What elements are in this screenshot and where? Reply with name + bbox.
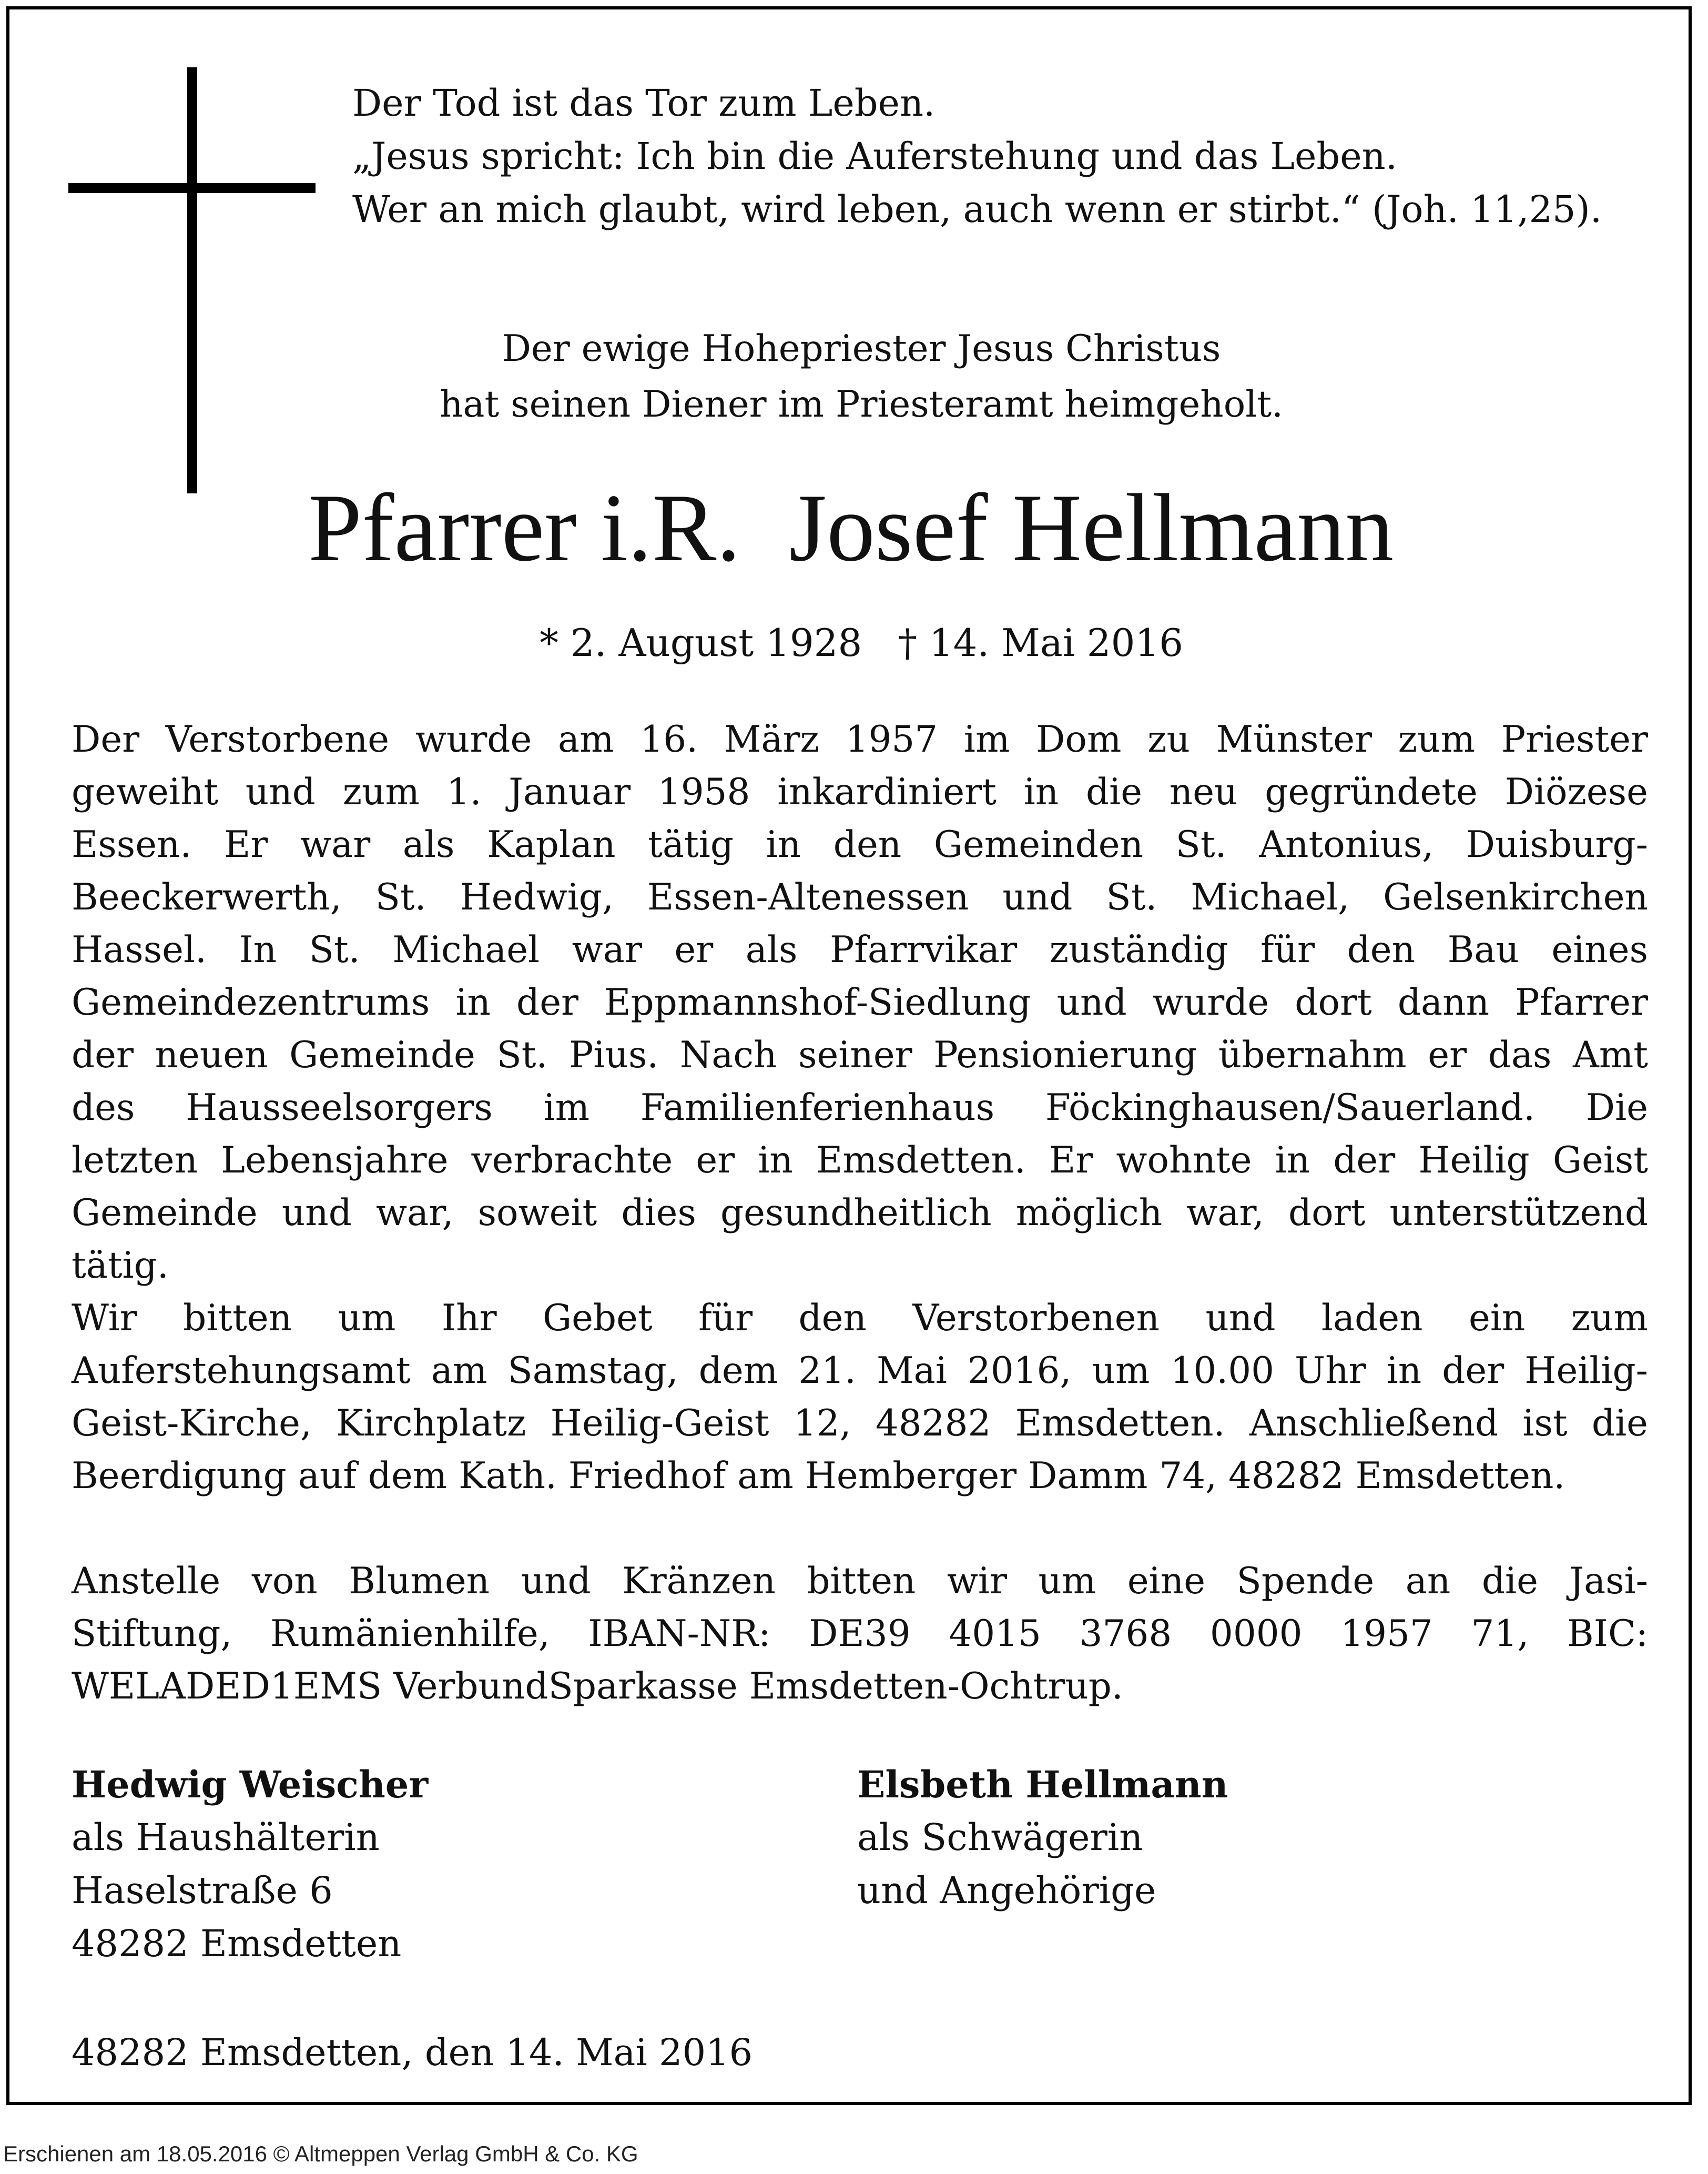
quote-line: Wer an mich glaubt, wird leben, auch wenn er stirbt.“ (Joh. 11,25).: [352, 188, 1602, 231]
biography-line: Gemeindezentrums in der Eppmannshof-Siedlung und wurde dort dann Pfarrer: [72, 982, 1648, 1024]
biography-line: Hassel. In St. Michael war er als Pfarrvikar zuständig für den Bau eines: [72, 929, 1648, 971]
biography-paragraph: [72, 713, 1648, 1502]
biography-line: des Hausseelsorgers im Familienferienhaus Föckinghausen/Sauerland. Die: [72, 1087, 1648, 1129]
mourner-name: Elsbeth Hellmann: [857, 1763, 1228, 1806]
donation-paragraph: [72, 1555, 1648, 1713]
cross-icon-horizontal: [68, 183, 316, 193]
bible-quote: [352, 77, 1656, 236]
intro-line: hat seinen Diener im Priesteramt heimgeholt.: [439, 383, 1283, 426]
donation-line: WELADED1EMS VerbundSparkasse Emsdetten-Ochtrup.: [72, 1665, 1123, 1707]
mourner-right: [857, 1758, 1228, 1917]
life-dates: * 2. August 1928 † 14. Mai 2016: [539, 621, 1184, 665]
invitation-line: Auferstehungsamt am Samstag, dem 21. Mai 2016, um 10.00 Uhr in der Heilig-: [72, 1350, 1648, 1392]
invitation-line: Wir bitten um Ihr Gebet für den Verstorbenen und laden ein zum: [72, 1297, 1648, 1339]
mourner-line: Haselstraße 6: [72, 1869, 333, 1912]
mourner-line: als Schwägerin: [857, 1816, 1143, 1859]
biography-line: Gemeinde und war, soweit dies gesundheitlich möglich war, dort unterstützend: [72, 1192, 1648, 1234]
invitation-line: Beerdigung auf dem Kath. Friedhof am Hemberger Damm 74, 48282 Emsdetten.: [72, 1455, 1565, 1497]
donation-line: Anstelle von Blumen und Kränzen bitten wir um eine Spende an die Jasi-: [72, 1560, 1648, 1602]
quote-line: Der Tod ist das Tor zum Leben.: [352, 82, 936, 125]
biography-line: letzten Lebensjahre verbrachte er in Emsdetten. Er wohnte in der Heilig Geist: [72, 1139, 1648, 1181]
biography-line: Beeckerwerth, St. Hedwig, Essen-Altenessen und St. Michael, Gelsenkirchen: [72, 876, 1648, 918]
biography-line: der neuen Gemeinde St. Pius. Nach seiner Pensionierung übernahm er das Amt: [72, 1034, 1648, 1076]
publication-footer: Erschienen am 18.05.2016 © Altmeppen Verlag GmbH & Co. KG: [3, 2141, 638, 2166]
place-and-date: 48282 Emsdetten, den 14. Mai 2016: [72, 2031, 753, 2074]
biography-line: geweiht und zum 1. Januar 1958 inkardiniert in die neu gegründete Diözese: [72, 771, 1648, 813]
biography-line: tätig.: [72, 1245, 169, 1287]
biography-line: Essen. Er war als Kaplan tätig in den Gemeinden St. Antonius, Duisburg-: [72, 824, 1648, 866]
intro-text: [167, 321, 1556, 432]
mourner-line: und Angehörige: [857, 1869, 1156, 1912]
mourner-line: 48282 Emsdetten: [72, 1922, 402, 1965]
mourner-name: Hedwig Weischer: [72, 1763, 429, 1806]
mourner-line: als Haushälterin: [72, 1816, 380, 1859]
biography-line: Der Verstorbene wurde am 16. März 1957 im Dom zu Münster zum Priester: [72, 719, 1648, 761]
invitation-line: Geist-Kirche, Kirchplatz Heilig-Geist 12, 48282 Emsdetten. Anschließend ist die: [72, 1402, 1648, 1444]
donation-line: Stiftung, Rumänienhilfe, IBAN-NR: DE39 4015 3768 0000 1957 71, BIC:: [72, 1613, 1648, 1655]
deceased-name: Pfarrer i.R. Josef Hellmann: [308, 474, 1394, 581]
intro-line: Der ewige Hohepriester Jesus Christus: [502, 328, 1221, 370]
obituary-notice: [6, 6, 1692, 2105]
quote-line: „Jesus spricht: Ich bin die Auferstehung und das Leben.: [352, 135, 1398, 178]
mourner-left: [72, 1758, 428, 1970]
